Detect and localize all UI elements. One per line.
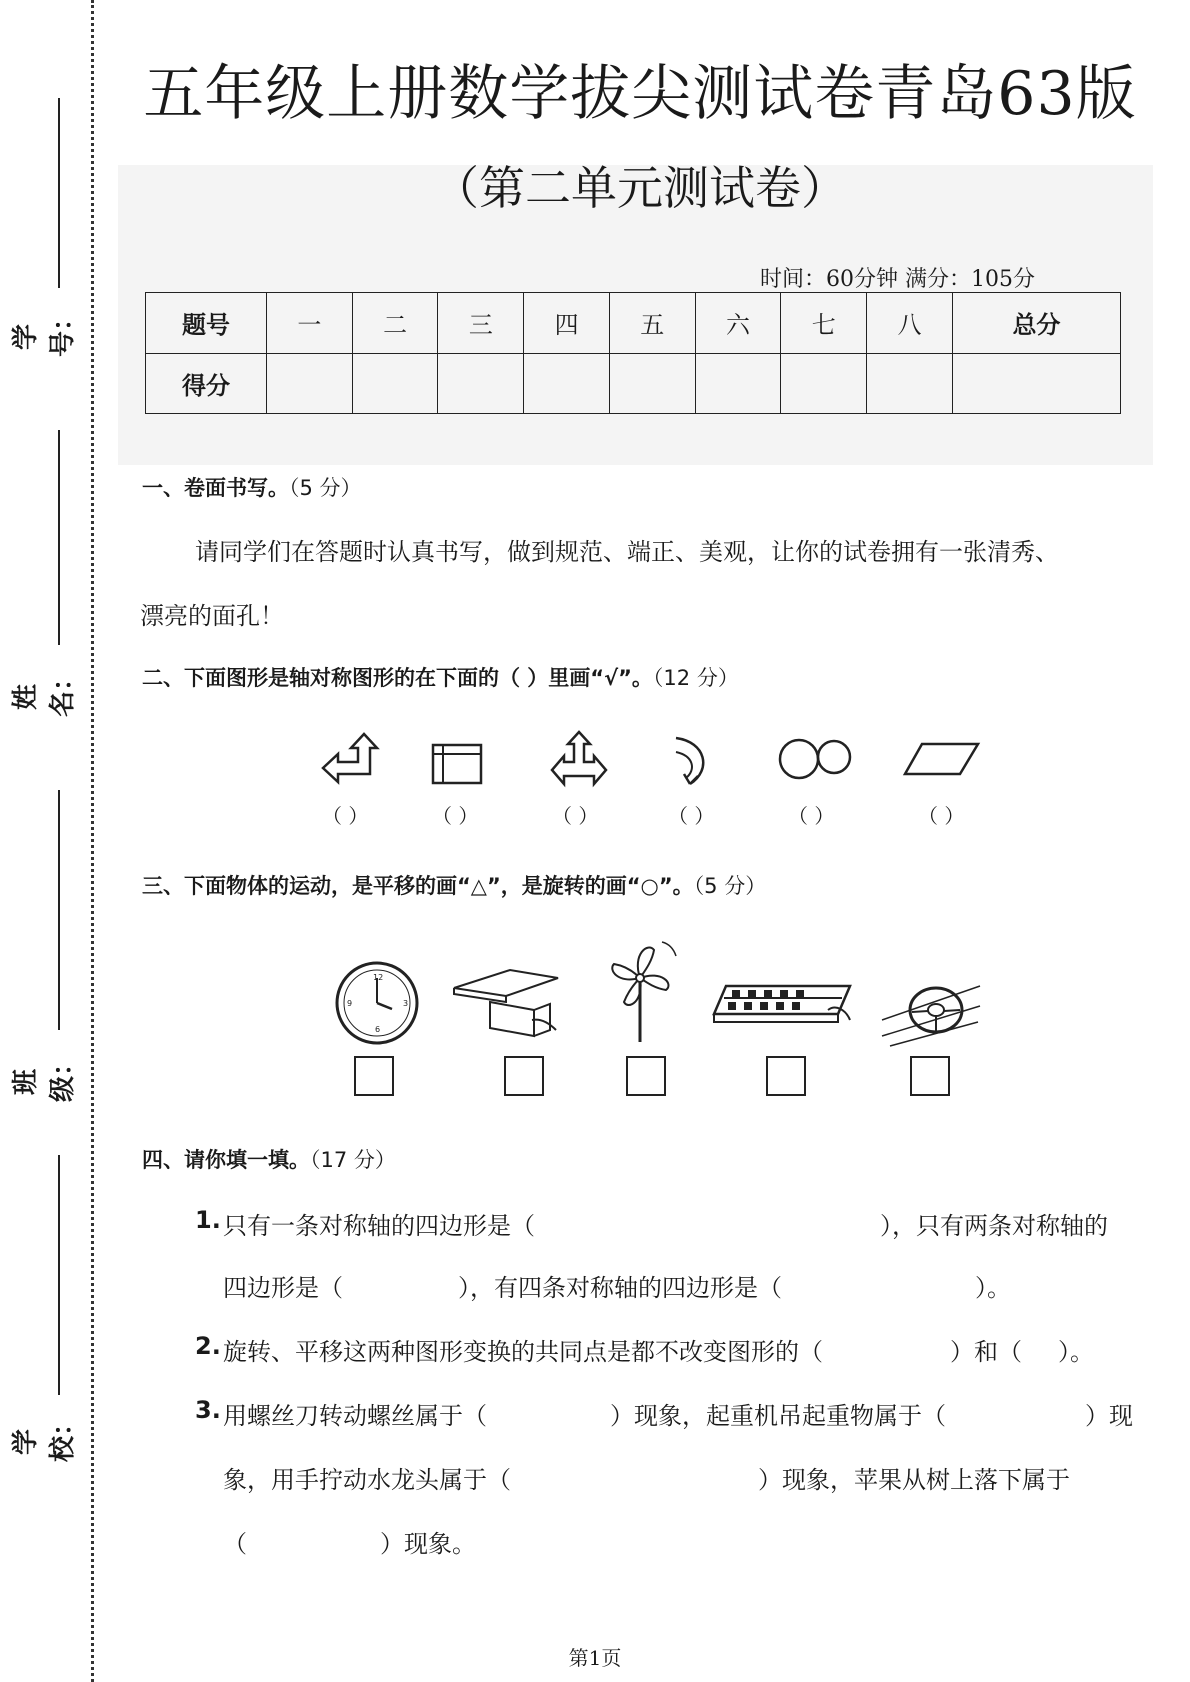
answer-box-4[interactable] bbox=[766, 1056, 806, 1096]
score-row-label: 得分 bbox=[146, 353, 267, 414]
section-1-text-line-1: 请同学们在答题时认真书写，做到规范、端正、美观，让你的试卷拥有一张清秀、 bbox=[195, 538, 1059, 566]
svg-text:12: 12 bbox=[373, 973, 384, 982]
class-write-line bbox=[58, 790, 60, 1030]
q3-text-c: ）现 bbox=[1085, 1402, 1133, 1430]
score-cell: 三 bbox=[438, 293, 524, 354]
drawer-icon bbox=[450, 958, 562, 1042]
score-input-cell[interactable] bbox=[867, 353, 953, 414]
answer-paren-4[interactable]: （ ） bbox=[668, 804, 715, 828]
score-input-cell[interactable] bbox=[438, 353, 524, 414]
answer-box-1[interactable] bbox=[354, 1056, 394, 1096]
answer-paren-1[interactable]: （ ） bbox=[322, 804, 369, 828]
section-1-text-line-2: 漂亮的面孔！ bbox=[140, 602, 284, 630]
clock-icon bbox=[334, 960, 420, 1046]
score-cell: 二 bbox=[352, 293, 438, 354]
section-4-title: 四、请你填一填。 bbox=[142, 1148, 310, 1172]
double-arrow-icon bbox=[548, 728, 610, 790]
section-3-title: 三、下面物体的运动，是平移的画“△”，是旋转的画“○”。 bbox=[142, 874, 694, 898]
school-label: 学校： bbox=[11, 1409, 78, 1462]
q2-text-b: ）和（ bbox=[950, 1338, 1022, 1366]
steering-wheel-icon bbox=[880, 976, 984, 1050]
score-input-cell[interactable] bbox=[609, 353, 695, 414]
question-2-number bbox=[195, 1332, 221, 1360]
score-input-cell[interactable] bbox=[267, 353, 353, 414]
section-4-points: （17 分） bbox=[310, 1148, 396, 1172]
score-input-cell[interactable] bbox=[352, 353, 438, 414]
section-3-points: （5 分） bbox=[693, 874, 767, 898]
score-input-cell[interactable] bbox=[695, 353, 781, 414]
page-subtitle: （第二单元测试卷） bbox=[433, 161, 847, 215]
q3-text-g: ）现象。 bbox=[380, 1530, 476, 1558]
page-title: 五年级上册数学拔尖测试卷青岛63版 bbox=[143, 59, 1137, 129]
answer-box-5[interactable] bbox=[910, 1056, 950, 1096]
parallelogram-icon bbox=[902, 740, 982, 778]
q3-text-f: （ bbox=[223, 1530, 247, 1558]
q3-num: 3. bbox=[195, 1396, 221, 1424]
section-1-points: （5 分） bbox=[289, 476, 362, 500]
name-label: 姓名： bbox=[11, 664, 78, 717]
section-2-title: 二、下面图形是轴对称图形的在下面的（ ）里画“√”。 bbox=[142, 666, 653, 690]
section-2-heading bbox=[142, 662, 739, 692]
svg-text:6: 6 bbox=[375, 1025, 381, 1034]
q1-text-e: ）。 bbox=[975, 1274, 1011, 1302]
q3-text-b: ）现象，起重机吊起重物属于（ bbox=[610, 1402, 946, 1430]
q2-text-a: 旋转、平移这两种图形变换的共同点是都不改变图形的（ bbox=[223, 1338, 823, 1366]
section-1-heading bbox=[142, 472, 362, 502]
q1-text-b: ），只有两条对称轴的 bbox=[880, 1212, 1108, 1240]
score-cell: 题号 bbox=[146, 293, 267, 354]
score-cell: 六 bbox=[695, 293, 781, 354]
pinwheel-icon bbox=[604, 934, 684, 1046]
score-cell: 五 bbox=[609, 293, 695, 354]
score-table-score-row bbox=[146, 353, 1121, 414]
score-input-cell[interactable] bbox=[781, 353, 867, 414]
binding-dotted-line bbox=[91, 0, 94, 1682]
score-cell: 总分 bbox=[952, 293, 1120, 354]
svg-text:3: 3 bbox=[403, 999, 409, 1008]
q1-text-a: 只有一条对称轴的四边形是（ bbox=[223, 1212, 535, 1240]
answer-paren-6[interactable]: （ ） bbox=[918, 804, 965, 828]
q1-text-c: 四边形是（ bbox=[223, 1274, 343, 1302]
abacus-icon bbox=[710, 980, 856, 1042]
score-input-cell[interactable] bbox=[524, 353, 610, 414]
q2-text-c: ）。 bbox=[1058, 1338, 1094, 1366]
q3-text-a: 用螺丝刀转动螺丝属于（ bbox=[223, 1402, 487, 1430]
svg-text:9: 9 bbox=[347, 999, 353, 1008]
section-2-points: （12 分） bbox=[652, 666, 739, 690]
question-1-number bbox=[195, 1206, 221, 1234]
score-table bbox=[145, 292, 1121, 414]
answer-box-3[interactable] bbox=[626, 1056, 666, 1096]
student-id-label: 学号： bbox=[11, 304, 78, 357]
school-write-line bbox=[58, 1155, 60, 1395]
rectangle-grid-icon bbox=[430, 742, 486, 788]
page-number: 第1页 bbox=[568, 1646, 622, 1670]
score-cell: 八 bbox=[867, 293, 953, 354]
score-cell: 一 bbox=[267, 293, 353, 354]
score-cell: 七 bbox=[781, 293, 867, 354]
q2-num: 2. bbox=[195, 1332, 221, 1360]
student-id-write-line bbox=[58, 98, 60, 288]
section-3-heading bbox=[142, 870, 766, 900]
curved-arrow-icon bbox=[668, 732, 718, 794]
arrow-shape-icon bbox=[318, 728, 388, 790]
time-score-info: 时间：60分钟 满分：105分 bbox=[760, 267, 1035, 292]
answer-paren-2[interactable]: （ ） bbox=[432, 804, 479, 828]
answer-box-2[interactable] bbox=[504, 1056, 544, 1096]
class-label: 班级： bbox=[11, 1049, 78, 1102]
q3-text-e: ）现象，苹果从树上落下属于 bbox=[758, 1466, 1070, 1494]
score-cell: 四 bbox=[524, 293, 610, 354]
name-write-line bbox=[58, 430, 60, 645]
answer-paren-3[interactable]: （ ） bbox=[552, 804, 599, 828]
section-4-heading bbox=[142, 1144, 396, 1174]
two-circles-icon bbox=[776, 736, 854, 782]
q1-text-d: ），有四条对称轴的四边形是（ bbox=[458, 1274, 782, 1302]
score-input-cell[interactable] bbox=[952, 353, 1120, 414]
score-table-header-row bbox=[146, 293, 1121, 354]
question-3-number bbox=[195, 1396, 221, 1424]
q1-num: 1. bbox=[195, 1206, 221, 1234]
q3-text-d: 象，用手拧动水龙头属于（ bbox=[223, 1466, 511, 1494]
section-1-title: 一、卷面书写。 bbox=[142, 476, 289, 500]
answer-paren-5[interactable]: （ ） bbox=[788, 804, 835, 828]
